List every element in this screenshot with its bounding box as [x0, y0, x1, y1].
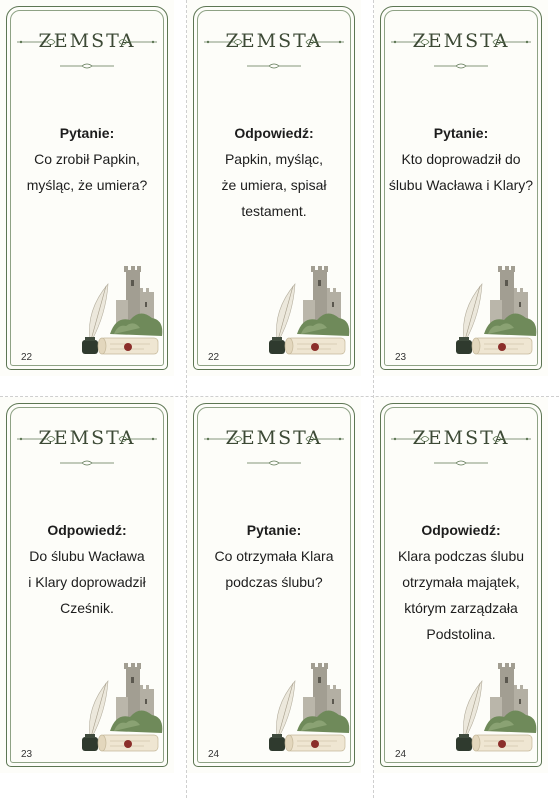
title-underline-icon	[434, 459, 488, 467]
quill-icon	[463, 681, 482, 737]
quiz-card-1	[0, 0, 174, 376]
scroll-icon	[285, 338, 345, 354]
scroll-icon	[98, 338, 158, 354]
card-text: Do ślubu Wacława i Klary doprowadził Cześnik.	[28, 548, 146, 616]
scroll-icon	[472, 735, 532, 751]
castle-icon	[484, 663, 536, 733]
card-content	[384, 517, 538, 647]
card-label: Pytanie:	[246, 522, 302, 538]
quiz-card-4	[0, 397, 174, 773]
card-text: Co zrobił Papkin, myśląc, że umiera?	[26, 151, 148, 193]
quill-icon	[276, 284, 295, 340]
scroll-icon	[98, 735, 158, 751]
castle-icon	[110, 663, 162, 733]
card-content	[384, 120, 538, 198]
title-underline-icon	[60, 459, 114, 467]
quill-icon	[89, 681, 108, 737]
castle-quill-illustration	[454, 262, 538, 362]
card-number: 22	[21, 352, 33, 363]
card-content	[197, 120, 351, 224]
card-text: Papkin, myśląc, że umiera, spisał testament.	[221, 151, 327, 219]
title-underline-icon	[247, 62, 301, 70]
card-title: ZEMSTA	[225, 30, 323, 52]
inkwell-icon	[269, 337, 285, 354]
card-label: Odpowiedź:	[421, 522, 501, 538]
card-content	[197, 517, 351, 595]
card-text: Klara podczas ślubu otrzymała majątek, którym zarządzała Podstolina.	[397, 548, 525, 642]
flourish-right-icon	[117, 36, 157, 48]
card-label: Pytanie:	[433, 125, 489, 141]
scroll-icon	[285, 735, 345, 751]
card-content	[10, 517, 164, 621]
title-underline-icon	[247, 459, 301, 467]
castle-quill-illustration	[80, 262, 164, 362]
card-label: Odpowiedź:	[47, 522, 127, 538]
castle-quill-illustration	[267, 659, 351, 759]
flourish-right-icon	[491, 433, 531, 445]
castle-icon	[484, 266, 536, 336]
inkwell-icon	[269, 734, 285, 751]
card-title: ZEMSTA	[38, 427, 136, 449]
card-title: ZEMSTA	[412, 30, 510, 52]
scroll-icon	[472, 338, 532, 354]
castle-quill-illustration	[80, 659, 164, 759]
castle-icon	[297, 266, 349, 336]
card-number: 23	[395, 352, 407, 363]
card-number: 23	[21, 749, 33, 760]
castle-quill-illustration	[267, 262, 351, 362]
card-text: Co otrzymała Klara podczas ślubu?	[214, 548, 334, 590]
castle-icon	[297, 663, 349, 733]
title-underline-icon	[60, 62, 114, 70]
card-title: ZEMSTA	[412, 427, 510, 449]
quiz-card-2	[187, 0, 361, 376]
inkwell-icon	[82, 734, 98, 751]
title-underline-icon	[434, 62, 488, 70]
card-title: ZEMSTA	[38, 30, 136, 52]
card-number: 24	[395, 749, 407, 760]
quill-icon	[89, 284, 108, 340]
flourish-right-icon	[304, 433, 344, 445]
card-content	[10, 120, 164, 198]
castle-icon	[110, 266, 162, 336]
card-number: 22	[208, 352, 220, 363]
card-title: ZEMSTA	[225, 427, 323, 449]
inkwell-icon	[82, 337, 98, 354]
flourish-right-icon	[304, 36, 344, 48]
card-text: Kto doprowadził do ślubu Wacława i Klary?	[388, 151, 534, 193]
inkwell-icon	[456, 734, 472, 751]
quill-icon	[463, 284, 482, 340]
flourish-right-icon	[491, 36, 531, 48]
quill-icon	[276, 681, 295, 737]
card-label: Odpowiedź:	[234, 125, 314, 141]
card-number: 24	[208, 749, 220, 760]
quiz-card-6	[374, 397, 548, 773]
castle-quill-illustration	[454, 659, 538, 759]
card-label: Pytanie:	[59, 125, 115, 141]
inkwell-icon	[456, 337, 472, 354]
quiz-card-5	[187, 397, 361, 773]
quiz-card-3	[374, 0, 548, 376]
flourish-right-icon	[117, 433, 157, 445]
